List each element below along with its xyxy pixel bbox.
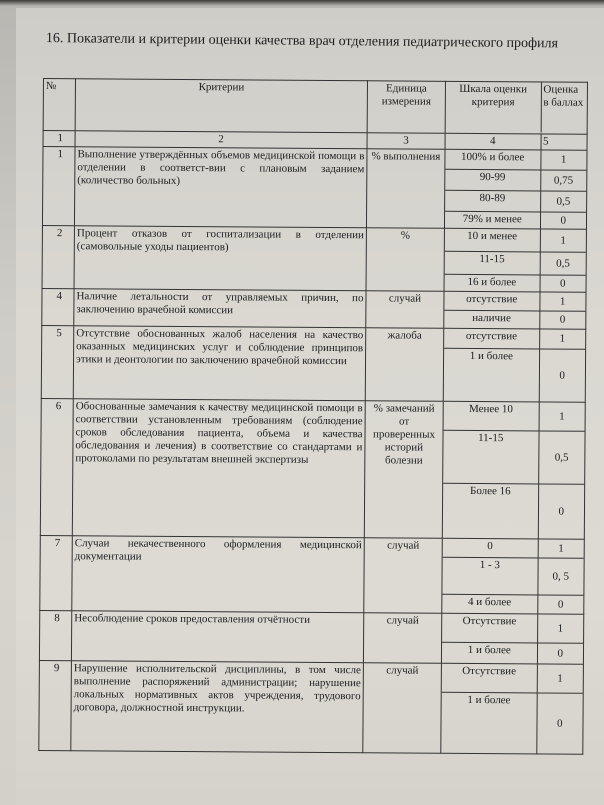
scale-range: Отсутствие <box>442 614 537 643</box>
scale-score: 0 <box>560 277 566 290</box>
scale-score: 1 <box>537 664 583 693</box>
scale-score: 0 <box>560 214 567 227</box>
row-number: 1 <box>42 147 75 226</box>
scale-row <box>444 348 585 401</box>
table-row <box>42 147 587 230</box>
scale-row <box>445 251 586 275</box>
table-row <box>39 660 584 754</box>
table-row <box>40 535 585 614</box>
row-unit: случай <box>364 538 443 614</box>
scale-score: 0 <box>557 598 564 611</box>
col-number-1: 1 <box>43 131 75 147</box>
row-number: 9 <box>39 660 72 750</box>
col-number-3: 3 <box>367 133 445 150</box>
header-unit: Единица измерения <box>367 81 445 134</box>
scale-row <box>442 664 583 693</box>
criteria-table <box>38 78 588 755</box>
header-criteria: Критерии <box>75 79 367 133</box>
scale-row <box>445 229 586 252</box>
row-scale <box>443 328 586 402</box>
table-row <box>40 398 585 539</box>
row-number: 8 <box>39 610 71 660</box>
row-unit: случай <box>366 291 444 329</box>
col-number-5: 5 <box>543 135 549 148</box>
scale-row <box>442 642 583 663</box>
scale-row <box>445 169 586 191</box>
document-title: 16. Показатели и критерии оценки качества врач отделения педиатрического профиля <box>45 30 559 52</box>
scale-score: 1 <box>538 539 584 558</box>
scale-score: 0 <box>559 313 566 326</box>
scale-range: отсутствие <box>444 292 539 311</box>
scale-range: 16 и более <box>445 274 540 291</box>
row-number: 7 <box>40 535 73 610</box>
scale-row <box>442 557 583 595</box>
scale-row <box>442 594 583 613</box>
table-row <box>39 610 583 664</box>
scale-row <box>445 190 586 212</box>
scale-score: 1 <box>539 329 585 349</box>
scale-range: Менее 10 <box>444 402 539 431</box>
scale-row <box>444 402 585 431</box>
row-unit: % замечаний от проверенных историй болезни <box>364 401 443 539</box>
scale-range: 4 и более <box>442 594 537 613</box>
scale-score: 0,5 <box>538 431 584 484</box>
scale-row <box>443 483 584 538</box>
scale-range: 11-15 <box>445 251 540 275</box>
scale-score: 1 <box>540 229 586 252</box>
row-scale <box>444 228 586 292</box>
header-row <box>43 79 587 135</box>
row-criteria: Наличие летальности от управляемых причин, по заключению врачебной комиссии <box>74 289 366 328</box>
table-row <box>42 288 586 329</box>
scale-range: Более 16 <box>443 483 538 538</box>
row-scale <box>441 663 584 754</box>
row-unit: % <box>366 228 444 292</box>
row-unit: случай <box>363 613 441 664</box>
scale-row <box>443 539 584 558</box>
header-scale-score <box>445 81 587 134</box>
scale-range: 1 и более <box>442 642 537 663</box>
scale-range: 79% и менее <box>445 211 540 228</box>
row-number: 6 <box>40 398 73 535</box>
row-criteria: Процент отказов от госпитализации в отделении (самовольные уходы пациентов) <box>74 226 366 291</box>
col-number-2: 2 <box>75 131 367 149</box>
scale-score: 0 <box>557 647 564 660</box>
header-score: Оценка в баллах <box>543 83 584 109</box>
row-unit: % выполнения <box>366 149 445 229</box>
scale-score: 1 <box>537 614 583 643</box>
row-criteria: Несоблюдение сроков предоставления отчётности <box>71 611 363 663</box>
row-number: 2 <box>42 225 74 288</box>
scale-range: 1 и более <box>444 348 539 401</box>
row-scale <box>444 149 587 229</box>
scale-score: 0, 5 <box>537 558 583 595</box>
table-row <box>42 225 586 292</box>
row-criteria: Нарушение исполнительской дисциплины, в том числе выполнение распоряжений администрации; нарушение локальных нормативных актов учреждения, трудового договора, должностной инструкции. <box>71 661 364 753</box>
scale-row <box>442 614 583 643</box>
table-row <box>41 325 585 402</box>
row-unit: случай <box>363 663 442 754</box>
scale-score: 1 <box>540 150 586 170</box>
scale-row <box>445 150 586 170</box>
scale-score: 0,5 <box>540 191 586 212</box>
scale-row <box>443 430 584 484</box>
row-scale <box>442 401 585 539</box>
row-number: 5 <box>41 325 74 398</box>
scale-range: 80-89 <box>445 190 540 212</box>
scale-range: 1 и более <box>441 692 536 753</box>
scale-range: Отсутствие <box>442 664 537 693</box>
row-criteria: Выполнение утверждённых объемов медицинской помощи в отделении в соответст-вии с плановым заданием (количество больных) <box>74 147 367 228</box>
row-scale <box>442 538 585 614</box>
scale-range: отсутствие <box>444 329 539 349</box>
scale-score: 0,75 <box>540 170 586 191</box>
scale-row <box>441 692 582 753</box>
scale-score: 1 <box>539 402 585 431</box>
header-scale: Шкала оценки критерия <box>446 82 541 133</box>
scale-score: 1 <box>539 292 585 311</box>
row-criteria: Обоснованные замечания к качеству медицинской помощи в соответствии установленным требованиям (соблюдение сроков обследования пациента, объема и качества обследования и лечения) в соответствие со стандартами и протоколами по результатам внешней экспертизы <box>72 399 365 538</box>
scale-score: 0 <box>558 505 565 518</box>
row-criteria: Случаи некачественного оформления медицинской документации <box>72 536 365 613</box>
row-scale <box>441 613 583 664</box>
scale-range: 0 <box>443 539 538 558</box>
scale-row <box>445 211 586 228</box>
scale-range: наличие <box>444 310 539 328</box>
scale-range: 11-15 <box>443 430 538 484</box>
scale-row <box>444 292 585 311</box>
scale-range: 10 и менее <box>445 229 540 252</box>
row-criteria: Отсутствие обоснованных жалоб населения на качество оказанных медицинских услуг и соблюдение принципов этики и деонтологии по заключению врачебной комиссии <box>73 326 366 401</box>
col-number-4: 4 <box>446 134 541 150</box>
scale-row <box>445 274 586 291</box>
row-scale <box>444 291 586 329</box>
header-num: № <box>43 79 75 131</box>
scale-range: 1 - 3 <box>442 557 537 595</box>
scale-score: 0,5 <box>540 252 586 275</box>
row-number: 4 <box>42 288 74 325</box>
scale-score: 0 <box>559 369 565 382</box>
scale-range: 90-99 <box>445 169 540 191</box>
scale-row <box>444 329 585 349</box>
scale-score: 0 <box>556 717 563 730</box>
scale-range: 100% и более <box>445 150 540 170</box>
scale-row <box>444 310 585 328</box>
row-unit: жалоба <box>365 328 444 402</box>
